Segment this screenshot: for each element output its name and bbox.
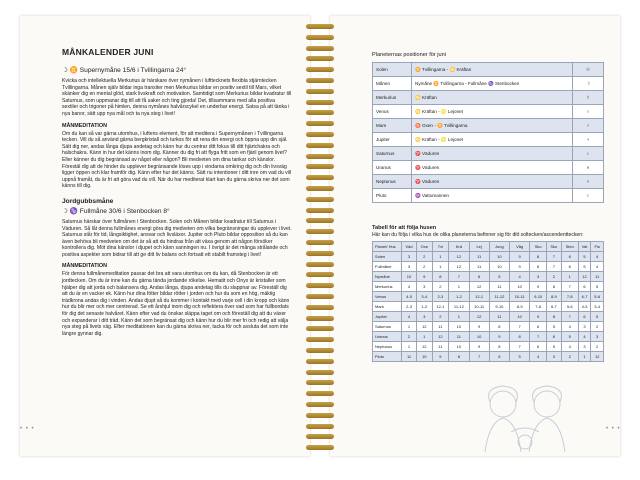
houses-cell: 11 bbox=[432, 322, 449, 332]
houses-cell: 6 bbox=[547, 332, 562, 342]
planet-symbol-icon: ♃ bbox=[573, 133, 604, 147]
spiral-coil bbox=[306, 208, 334, 213]
houses-cell: 6-7 bbox=[547, 302, 562, 312]
planet-sign: ♈ Väduren bbox=[412, 175, 573, 189]
houses-cell: 6 bbox=[561, 252, 578, 262]
spiral-coil bbox=[306, 316, 334, 321]
spiral-coil bbox=[306, 186, 334, 191]
houses-cell: 12 bbox=[591, 352, 604, 362]
houses-cell: 8 bbox=[530, 252, 547, 262]
spiral-coil bbox=[306, 35, 334, 40]
page-title: MÅNKALENDER JUNI bbox=[62, 47, 154, 57]
houses-cell: 7 bbox=[510, 322, 530, 332]
houses-cell: 5 bbox=[561, 332, 578, 342]
planets-table bbox=[372, 62, 604, 203]
houses-header-cell: Tvi bbox=[432, 242, 449, 252]
houses-cell: 6 bbox=[578, 282, 591, 292]
houses-row bbox=[373, 292, 604, 302]
houses-cell: 7 bbox=[469, 352, 489, 362]
houses-cell: 5 bbox=[591, 282, 604, 292]
houses-cell: 1-2 bbox=[417, 302, 432, 312]
houses-cell: 4 bbox=[561, 322, 578, 332]
houses-cell: 5 bbox=[547, 322, 562, 332]
planet-name: Venus bbox=[373, 105, 412, 119]
houses-cell: 7-8 bbox=[561, 292, 578, 302]
houses-cell: 9 bbox=[469, 342, 489, 352]
houses-header-cell: Jung bbox=[489, 242, 509, 252]
houses-cell: 7 bbox=[547, 252, 562, 262]
spiral-coil bbox=[306, 240, 334, 245]
houses-row bbox=[373, 352, 604, 362]
houses-cell: 11-12 bbox=[449, 302, 469, 312]
houses-header-cell: Väd bbox=[402, 242, 417, 252]
houses-cell: 9 bbox=[469, 322, 489, 332]
spiral-coil bbox=[306, 370, 334, 375]
houses-cell: 10 bbox=[510, 282, 530, 292]
houses-cell: 2-3 bbox=[432, 292, 449, 302]
spiral-coil bbox=[306, 197, 334, 202]
houses-cell: 1 bbox=[449, 312, 469, 322]
houses-cell: 10 bbox=[417, 352, 432, 362]
houses-cell: 4 bbox=[561, 342, 578, 352]
houses-cell: 1 bbox=[449, 282, 469, 292]
houses-cell: 6-7 bbox=[578, 292, 591, 302]
corner-dots-right: • • • bbox=[606, 426, 621, 432]
houses-row-label: Jupiter bbox=[373, 312, 402, 322]
houses-cell: 11 bbox=[449, 332, 469, 342]
houses-cell: 10 bbox=[449, 342, 469, 352]
spiral-coil bbox=[306, 326, 334, 331]
houses-row bbox=[373, 282, 604, 292]
spiral-coil bbox=[306, 283, 334, 288]
houses-cell: 2 bbox=[432, 312, 449, 322]
houses-header-row bbox=[373, 242, 604, 252]
houses-cell: 2-3 bbox=[402, 302, 417, 312]
houses-row-label: Nymåne bbox=[373, 272, 402, 282]
houses-cell: 7 bbox=[449, 272, 469, 282]
houses-cell: 6 bbox=[469, 272, 489, 282]
houses-header-cell: Planet/ Hus bbox=[373, 242, 402, 252]
spiral-coil bbox=[306, 294, 334, 299]
planet-name: Pluto bbox=[373, 189, 412, 203]
houses-cell: 7 bbox=[547, 262, 562, 272]
spiral-coil bbox=[306, 67, 334, 72]
houses-cell: 9 bbox=[510, 262, 530, 272]
spiral-coil bbox=[306, 132, 334, 137]
houses-row-label: Fullmåne bbox=[373, 262, 402, 272]
planet-sign: ♉ Oxen - ♊ Tvillingarna bbox=[412, 119, 573, 133]
houses-cell: 6 bbox=[489, 352, 509, 362]
houses-row bbox=[373, 252, 604, 262]
houses-cell: 8 bbox=[547, 312, 562, 322]
gemini-twins-illustration bbox=[455, 382, 595, 452]
houses-cell: 12 bbox=[417, 342, 432, 352]
houses-header-cell: Oxe bbox=[417, 242, 432, 252]
houses-header-cell: Sko bbox=[547, 242, 562, 252]
houses-header-cell: Fis bbox=[591, 242, 604, 252]
houses-cell: 12-1 bbox=[469, 292, 489, 302]
houses-cell: 8 bbox=[510, 332, 530, 342]
spiral-coil bbox=[306, 154, 334, 159]
houses-cell: 1 bbox=[432, 262, 449, 272]
houses-cell: 12 bbox=[449, 262, 469, 272]
planet-name: Neptunus bbox=[373, 175, 412, 189]
houses-cell: 1 bbox=[402, 342, 417, 352]
houses-cell: 12 bbox=[432, 332, 449, 342]
houses-cell: 9 bbox=[432, 352, 449, 362]
houses-cell: 11 bbox=[469, 252, 489, 262]
houses-cell: 7 bbox=[530, 332, 547, 342]
houses-cell: 10 bbox=[510, 312, 530, 322]
houses-cell: 9 bbox=[489, 332, 509, 342]
right-page-content bbox=[372, 52, 604, 362]
houses-cell: 3 bbox=[402, 262, 417, 272]
houses-cell: 5 bbox=[489, 272, 509, 282]
houses-cell: 1 bbox=[578, 352, 591, 362]
houses-cell: 1 bbox=[402, 322, 417, 332]
houses-cell: 8 bbox=[547, 282, 562, 292]
planet-symbol-icon: ♇ bbox=[573, 189, 604, 203]
houses-header-cell: Sten bbox=[561, 242, 578, 252]
houses-cell: 6 bbox=[530, 322, 547, 332]
jordgubbsmane-title: Jordgubbsmåne bbox=[62, 197, 114, 205]
planet-row bbox=[373, 133, 604, 147]
spiral-coil bbox=[306, 348, 334, 353]
spiral-coil bbox=[306, 78, 334, 83]
houses-row bbox=[373, 332, 604, 342]
spiral-coil bbox=[306, 110, 334, 115]
spiral-coil bbox=[306, 424, 334, 429]
houses-cell: 12 bbox=[578, 272, 591, 282]
planet-name: Saturnus bbox=[373, 147, 412, 161]
spiral-coil bbox=[306, 121, 334, 126]
houses-cell: 3-4 bbox=[591, 302, 604, 312]
houses-cell: 4 bbox=[591, 252, 604, 262]
spiral-coil bbox=[306, 445, 334, 450]
planets-title: Planeternas positioner för juni bbox=[372, 52, 447, 58]
houses-cell: 5-6 bbox=[591, 292, 604, 302]
houses-cell: 9-10 bbox=[489, 302, 509, 312]
houses-title: Tabell för att följa husen bbox=[372, 225, 437, 231]
houses-cell: 12 bbox=[469, 312, 489, 322]
houses-cell: 11 bbox=[591, 272, 604, 282]
houses-row-label: Merkurius bbox=[373, 282, 402, 292]
houses-cell: 4 bbox=[591, 262, 604, 272]
houses-cell: 8-9 bbox=[510, 302, 530, 312]
planet-name: Månen bbox=[373, 77, 412, 91]
houses-cell: 1-2 bbox=[449, 292, 469, 302]
planet-row bbox=[373, 161, 604, 175]
planet-symbol-icon: ♂ bbox=[573, 119, 604, 133]
houses-cell: 6 bbox=[561, 262, 578, 272]
houses-cell: 10 bbox=[469, 332, 489, 342]
houses-header-cell: Sko bbox=[530, 242, 547, 252]
houses-cell: 12 bbox=[469, 282, 489, 292]
houses-table bbox=[372, 241, 604, 362]
spiral-coil bbox=[306, 434, 334, 439]
houses-cell: 4 bbox=[402, 312, 417, 322]
planet-name: Solen bbox=[373, 63, 412, 77]
houses-cell: 11 bbox=[402, 352, 417, 362]
houses-cell: 7 bbox=[510, 342, 530, 352]
houses-cell: 5 bbox=[591, 312, 604, 322]
houses-cell: 4-5 bbox=[578, 302, 591, 312]
meditation-text-2: För denna fullmånemeditation passar det bra att vara utomhus om du kan, då Stenbocken är ett jordtecken. Om du är inne kan du gärna tända jordande rökelse. Hematit och Onyx är kristaller som hjälper dig att jorda och balansera dig. Andas långa, djupa andetag tills du slappnar av. Föreställ dig att du är en vacker ek. Känn hur dina fötter bildar rötter i jorden och hur du som en hög, mäktig trädkrona andas dig i vinden. Andas djupt så du kommer i kontakt med varje cell i din kropp och känn hur du blir mer och mer centrerad. Se ett årshjul inom dig och reflektera över vad som har fullbordats för dig det senaste halvåret. Känn efter vad du önskar släppa taget om och föreställ dig att du växer och expanderar i ditt träd. Känn det som begränsat dig och känn hur du blir mer fri och redig att välja nya steg på livets väg. Efter meditationen kan du gärna skriva ner, tacka för och avsluta det som inte längre gynnar dig. bbox=[62, 271, 290, 337]
houses-row-label: Neptunus bbox=[373, 342, 402, 352]
houses-cell: 5 bbox=[578, 262, 591, 272]
houses-cell: 11-12 bbox=[489, 292, 509, 302]
houses-cell: 6 bbox=[530, 342, 547, 352]
houses-description: Här kan du följa i vilka hus de olika planeterna befinner sig för ditt soltecken/ascendenttecken: bbox=[372, 232, 584, 238]
houses-cell: 2 bbox=[591, 322, 604, 332]
spiral-coil bbox=[306, 262, 334, 267]
houses-cell: 2 bbox=[432, 282, 449, 292]
planet-sign: ♋ Kräftan - ♌ Lejonet bbox=[412, 105, 573, 119]
houses-cell: 3 bbox=[402, 252, 417, 262]
houses-cell: 10 bbox=[489, 262, 509, 272]
planet-row bbox=[373, 147, 604, 161]
planet-row bbox=[373, 119, 604, 133]
houses-cell: 11 bbox=[489, 282, 509, 292]
houses-cell: 4-5 bbox=[402, 292, 417, 302]
planet-row bbox=[373, 175, 604, 189]
spiral-coil bbox=[306, 359, 334, 364]
spiral-coil bbox=[306, 391, 334, 396]
planet-row bbox=[373, 91, 604, 105]
houses-row bbox=[373, 272, 604, 282]
spiral-coil bbox=[306, 380, 334, 385]
houses-cell: 7-8 bbox=[530, 302, 547, 312]
houses-cell: 12 bbox=[417, 322, 432, 332]
houses-cell: 5-6 bbox=[561, 302, 578, 312]
houses-row-label: Solen bbox=[373, 252, 402, 262]
houses-header-cell: Krä bbox=[449, 242, 469, 252]
houses-cell: 1 bbox=[561, 272, 578, 282]
planet-symbol-icon: ♀ bbox=[573, 105, 604, 119]
houses-cell: 2 bbox=[417, 262, 432, 272]
houses-cell: 6 bbox=[578, 312, 591, 322]
houses-cell: 5 bbox=[510, 352, 530, 362]
spiral-coil bbox=[306, 251, 334, 256]
planet-sign: ♈ Väduren bbox=[412, 147, 573, 161]
houses-row-label: Saturnus bbox=[373, 322, 402, 332]
planet-symbol-icon: ♆ bbox=[573, 175, 604, 189]
houses-cell: 5 bbox=[578, 252, 591, 262]
houses-header-cell: Våg bbox=[510, 242, 530, 252]
houses-row bbox=[373, 302, 604, 312]
houses-cell: 12-1 bbox=[432, 302, 449, 312]
houses-cell: 10 bbox=[449, 322, 469, 332]
houses-cell: 2 bbox=[547, 272, 562, 282]
planet-symbol-icon: ♄ bbox=[573, 147, 604, 161]
planet-sign: ♈ Väduren bbox=[412, 161, 573, 175]
houses-cell: 3 bbox=[578, 342, 591, 352]
meditation-heading-2: MÅNMEDITATION bbox=[62, 263, 108, 270]
planet-row bbox=[373, 189, 604, 203]
houses-cell: 9 bbox=[530, 312, 547, 322]
fullmane-heading: ☽ ♑ Fullmåne 30/6 i Stenbocken 8° bbox=[62, 207, 170, 215]
houses-cell: 2 bbox=[591, 342, 604, 352]
houses-cell: 9-10 bbox=[530, 292, 547, 302]
houses-cell: 11 bbox=[489, 312, 509, 322]
houses-cell: 5 bbox=[547, 342, 562, 352]
planet-sign: ♋ Kräftan - ♌ Lejonet bbox=[412, 133, 573, 147]
houses-row-label: Pluto bbox=[373, 352, 402, 362]
spiral-coil bbox=[306, 89, 334, 94]
houses-header-cell: Lej bbox=[469, 242, 489, 252]
spiral-coil bbox=[306, 337, 334, 342]
planet-symbol-icon: ☉ bbox=[573, 63, 604, 77]
houses-cell: 3 bbox=[591, 332, 604, 342]
planet-name: Merkurius bbox=[373, 91, 412, 105]
houses-cell: 1 bbox=[417, 332, 432, 342]
spiral-coil bbox=[306, 175, 334, 180]
houses-cell: 7 bbox=[561, 282, 578, 292]
houses-cell: 1 bbox=[432, 252, 449, 262]
planet-row bbox=[373, 77, 604, 91]
houses-cell: 8 bbox=[489, 322, 509, 332]
spiral-coil bbox=[306, 46, 334, 51]
spiral-coil bbox=[306, 272, 334, 277]
houses-cell: 4 bbox=[530, 352, 547, 362]
houses-cell: 10-11 bbox=[510, 292, 530, 302]
spiral-coil bbox=[306, 413, 334, 418]
spiral-coil bbox=[306, 100, 334, 105]
houses-cell: 10 bbox=[489, 252, 509, 262]
houses-header-cell: Vat bbox=[578, 242, 591, 252]
spiral-coil bbox=[306, 402, 334, 407]
houses-row-label: Venus bbox=[373, 292, 402, 302]
houses-cell: 12 bbox=[449, 252, 469, 262]
meditation-text-1: Om du kan så var gärna utomhus, i luftens element, för att meditera i Supernymånen i Tvillingarna tecken. Vill du så använd gärna bergkristall och turkos för att rena din energi och öppna upp din själ. Sätt dig ner, andas långa djupa andetag och känn hur du centrar ditt fokus till ditt hjärtchakra och halschakra. Känn in hur det känns inom dig. Känner du dig fri att flyga fritt som en fjäril genom livet? Eller känner du dig begränsad av något eller någon? Bli medveten om dina tankar och känslor. Förestäl dig att de hinder du upplever begränsande löses upp i vindarna omkring dig och din livsväg ligger öppen och klar framför dig. Känn efter hur det känns. Sätt nu intentioner i ditt inre om vad du vill uppnå framåt, du är fri att göra vad du vill. När du har mediterat klart kan du gärna skriva ner det som känns till dig. bbox=[62, 130, 292, 190]
houses-cell: 4 bbox=[578, 332, 591, 342]
houses-cell: 4 bbox=[510, 272, 530, 282]
planet-sign: ♊ Tvillingarna - ♋ Kräftan bbox=[412, 63, 573, 77]
houses-row bbox=[373, 262, 604, 272]
houses-row bbox=[373, 342, 604, 352]
houses-cell: 2 bbox=[417, 252, 432, 262]
supernymane-heading: ☽ ♊ Supernymåne 15/6 i Tvillingarna 24° bbox=[62, 67, 187, 74]
houses-cell: 3-4 bbox=[417, 292, 432, 302]
spiral-coil bbox=[306, 56, 334, 61]
spiral-coil bbox=[306, 305, 334, 310]
houses-cell: 9 bbox=[530, 282, 547, 292]
houses-cell: 8 bbox=[489, 342, 509, 352]
planet-row bbox=[373, 63, 604, 77]
spiral-coil bbox=[306, 164, 334, 169]
houses-cell: 7 bbox=[561, 312, 578, 322]
houses-cell: 9 bbox=[510, 252, 530, 262]
houses-cell: 8 bbox=[432, 272, 449, 282]
planet-symbol-icon: ☽ bbox=[573, 77, 604, 91]
houses-cell: 11 bbox=[432, 342, 449, 352]
planet-row bbox=[373, 105, 604, 119]
houses-cell: 10 bbox=[402, 272, 417, 282]
houses-cell: 11 bbox=[469, 262, 489, 272]
meditation-heading-1: MÅNMEDITATION bbox=[62, 122, 108, 129]
left-page-content bbox=[62, 47, 292, 337]
houses-cell: 8 bbox=[449, 352, 469, 362]
supernymane-text: Kvicka och intellektuella Merkurius är härskare över nymånen i lufttecknets flexibla stjärntecken Tvillingarna. Månen själv bildar inga transiter men Merkurius bildar en positiv sextil till Mars, vilket skänker dig en mental glöd, stark livskraft och motivation. Samtidigt som Merkurius bildar kvadratur till Saturnus, som uppmanar dig till att få saker och ting gjorda! Det, tillsammans med alla positiva sextiler och trigoner på himlen, denna nymånes halvårscykel en underbar energi. Satsa på att tänka i nya banor, sätt upp nya mål och ta nya steg i livet! bbox=[62, 78, 292, 117]
houses-cell: 3 bbox=[417, 282, 432, 292]
spiral-coil bbox=[306, 143, 334, 148]
planet-sign: ♋ Kräftan bbox=[412, 91, 573, 105]
houses-cell: 3 bbox=[547, 352, 562, 362]
houses-cell: 8-9 bbox=[547, 292, 562, 302]
houses-cell: 9 bbox=[417, 272, 432, 282]
planet-sign: Nymåne ♊ Tvillingarna - Fullmåne ♑ Stenbocken bbox=[412, 77, 573, 91]
houses-cell: 3 bbox=[530, 272, 547, 282]
houses-cell: 2 bbox=[561, 352, 578, 362]
houses-row bbox=[373, 312, 604, 322]
spiral-coil bbox=[306, 24, 334, 29]
houses-row bbox=[373, 322, 604, 332]
spiral-coil bbox=[306, 218, 334, 223]
planet-name: Jupiter bbox=[373, 133, 412, 147]
houses-cell: 4 bbox=[402, 282, 417, 292]
houses-cell: 8 bbox=[530, 262, 547, 272]
houses-cell: 3 bbox=[417, 312, 432, 322]
planet-sign: ♒ Vattumannen bbox=[412, 189, 573, 203]
houses-row-label: Mars bbox=[373, 302, 402, 312]
houses-cell: 10-11 bbox=[469, 302, 489, 312]
corner-dots-left: • • • bbox=[20, 426, 35, 432]
planet-symbol-icon: ♅ bbox=[573, 161, 604, 175]
spiral-binding bbox=[306, 16, 334, 456]
houses-row-label: Uranus bbox=[373, 332, 402, 342]
houses-cell: 2 bbox=[402, 332, 417, 342]
houses-cell: 3 bbox=[578, 322, 591, 332]
fullmane-text: Saturnus härskar över fullmånen i Stenbocken. Solen och Månen bildar kvadratur till Saturnus i Väduren. Så låt denna fullmånes energi göra dig medveten om vilka begränsningar du upplever i livet. Saturnus står för tid, långsiktighet, ansvar och livsläxor. Jupiter och Pluto bildar opposition så du kan även behöva bli medveten om det är så att du hindras från att växa genom att någon försöker kontrollera dig. Möt dina känslor i djupet och känn sanningen nu. I övrigt är det många strålande och positiva aspekter som bidrar till att ge ditt liv balans och fortsatt ett stabilt framsteg i livet! bbox=[62, 218, 292, 258]
planet-name: Uranus bbox=[373, 161, 412, 175]
spiral-coil bbox=[306, 229, 334, 234]
planet-name: Mars bbox=[373, 119, 412, 133]
planet-symbol-icon: ☿ bbox=[573, 91, 604, 105]
